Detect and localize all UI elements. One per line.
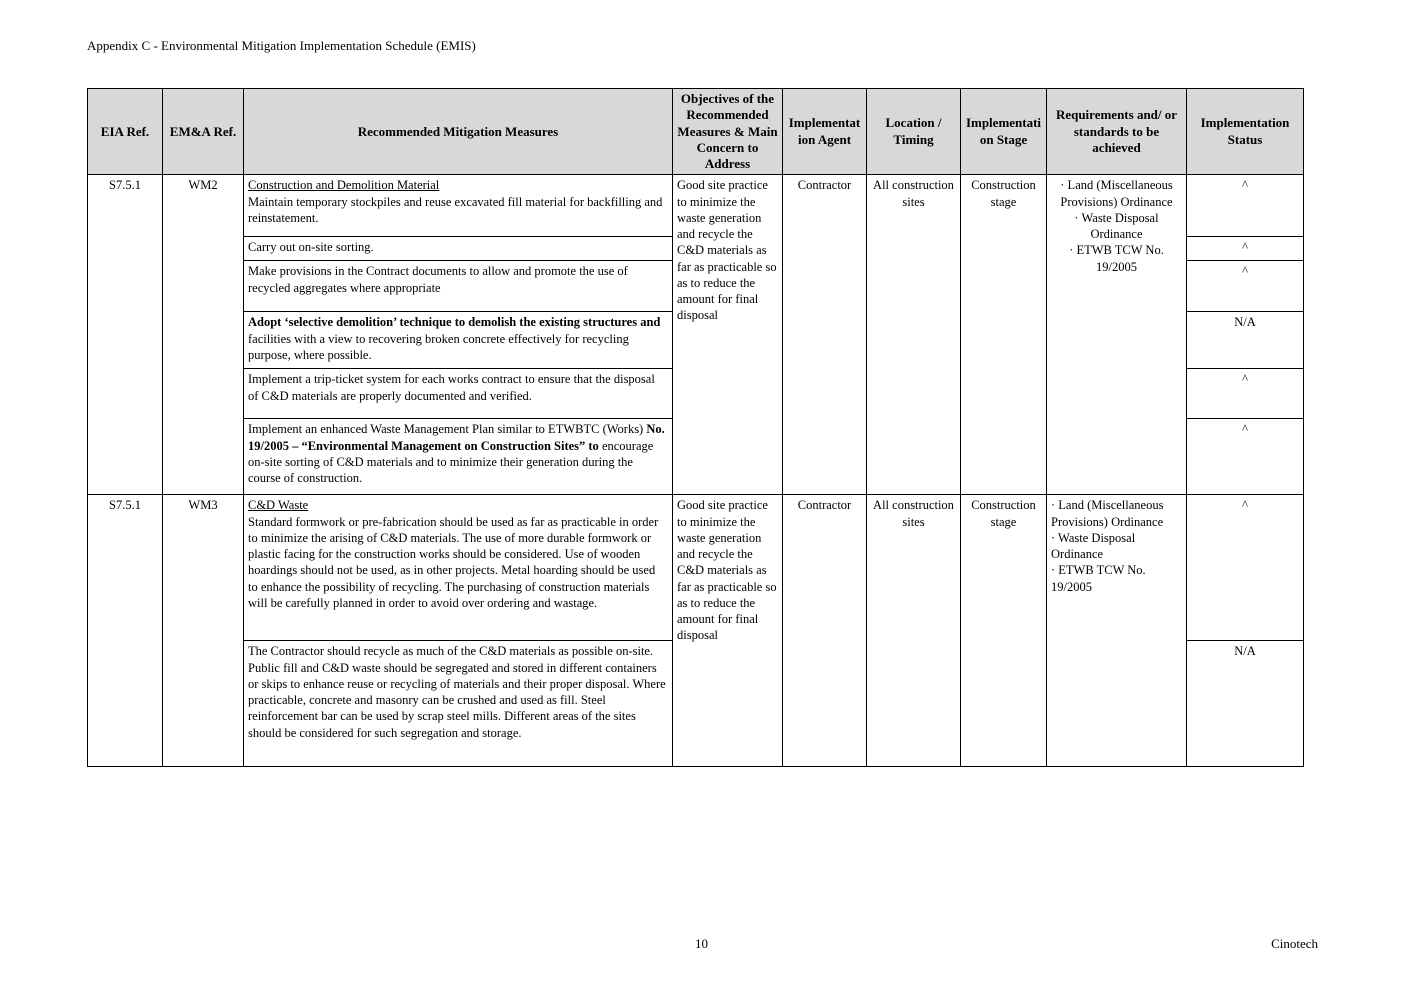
requirements-cell	[1047, 175, 1187, 495]
measure-text: Standard formwork or pre-fabrication should be used as far as practicable in order to minimize the arising of C&D materials. The use of more durable formwork or plastic facing for the construction works should be considered. Use of wooden hoardings should not be used, as in other projects. Metal hoarding should be used to enhance the possibility of recycling. The purchasing of construction materials will be carefully planned in order to avoid over ordering and wastage.	[248, 514, 659, 610]
objectives-cell: Good site practice to minimize the waste generation and recycle the C&D materials as far as practicable so as to reduce the amount for final disposal	[673, 495, 783, 767]
measure-text-bold: Adopt ‘selective demolition’ technique to demolish the existing structures and	[248, 315, 661, 330]
status-cell: ^	[1187, 495, 1304, 641]
measure-cell	[244, 369, 673, 419]
col-header-stage: Implementation Stage	[961, 89, 1047, 175]
col-header-status: Implementation Status	[1187, 89, 1304, 175]
footer-company: Cinotech	[1271, 936, 1318, 951]
ema-ref-cell: WM3	[163, 495, 244, 767]
measure-text: Make provisions in the Contract documents to allow and promote the use of recycled aggregates where appropriate	[248, 264, 628, 295]
status-cell: ^	[1187, 369, 1304, 419]
location-timing-cell: All construction sites	[867, 495, 961, 767]
col-header-measures: Recommended Mitigation Measures	[244, 89, 673, 175]
status-cell: ^	[1187, 419, 1304, 495]
agent-cell: Contractor	[783, 175, 867, 495]
stage-cell: Construction stage	[961, 175, 1047, 495]
requirement-item: · Land (Miscellaneous Provisions) Ordinance	[1060, 178, 1173, 209]
col-header-requirements: Requirements and/ or standards to be achieved	[1047, 89, 1187, 175]
document-title: Appendix C - Environmental Mitigation Implementation Schedule (EMIS)	[87, 38, 476, 53]
requirement-item: · Land (Miscellaneous Provisions) Ordinance	[1051, 498, 1164, 529]
requirement-item: · ETWB TCW No. 19/2005	[1069, 243, 1164, 274]
measure-cell	[244, 312, 673, 369]
eia-ref-cell: S7.5.1	[88, 495, 163, 767]
measure-cell	[244, 641, 673, 767]
measure-text: The Contractor should recycle as much of the C&D materials as possible on-site. Public fill and C&D waste should be segregated and stored in different containers or skips to enhance reuse or recycling of materials and their proper disposal. Where practicable, concrete and masonry can be crushed and used as fill. Steel reinforcement bar can be used by scrap steel mills. Different areas of the sites should be considered for such segregation and storage.	[248, 644, 666, 740]
objectives-cell: Good site practice to minimize the waste generation and recycle the C&D materials as far as practicable so as to reduce the amount for final disposal	[673, 175, 783, 495]
stage-cell: Construction stage	[961, 495, 1047, 767]
col-header-ema-ref: EM&A Ref.	[163, 89, 244, 175]
status-cell: ^	[1187, 175, 1304, 237]
status-cell: N/A	[1187, 641, 1304, 767]
requirement-item: · Waste Disposal Ordinance	[1074, 210, 1159, 241]
header-row	[88, 89, 1304, 175]
agent-cell: Contractor	[783, 495, 867, 767]
measure-text: Carry out on-site sorting.	[248, 240, 374, 255]
col-header-eia-ref: EIA Ref.	[88, 89, 163, 175]
measure-text: Implement a trip-ticket system for each works contract to ensure that the disposal of C&D materials are properly documented and verified.	[248, 372, 655, 403]
measure-cell	[244, 261, 673, 312]
requirements-cell	[1047, 495, 1187, 767]
measure-cell	[244, 237, 673, 261]
emis-table	[87, 88, 1304, 767]
measure-cell	[244, 175, 673, 237]
measure-text-bold: No. 19/2005 – “Environmental Management on Construction Sites” to	[248, 422, 665, 453]
measure-title: Construction and Demolition Material	[248, 178, 440, 193]
measure-text: encourage on-site sorting of C&D materials and to minimize their generation during the course of construction.	[248, 438, 654, 485]
measure-cell	[244, 495, 673, 641]
measure-cell	[244, 419, 673, 495]
status-cell: N/A	[1187, 312, 1304, 369]
status-cell: ^	[1187, 237, 1304, 261]
measure-text: Implement an enhanced Waste Management Plan similar to ETWBTC (Works)	[248, 422, 647, 437]
col-header-location-timing: Location / Timing	[867, 89, 961, 175]
col-header-agent: Implementation Agent	[783, 89, 867, 175]
requirement-item: · Waste Disposal Ordinance	[1051, 530, 1136, 561]
requirement-item: · ETWB TCW No. 19/2005	[1051, 563, 1146, 594]
page-number: 10	[695, 936, 708, 951]
table-row	[88, 175, 1304, 237]
table-row	[88, 495, 1304, 641]
ema-ref-cell: WM2	[163, 175, 244, 495]
measure-text: facilities with a view to recovering broken concrete effectively for recycling purpose, where possible.	[248, 331, 629, 362]
col-header-objectives: Objectives of the Recommended Measures & Main Concern to Address	[673, 89, 783, 175]
measure-title: C&D Waste	[248, 498, 309, 513]
measure-text: Maintain temporary stockpiles and reuse excavated fill material for backfilling and reinstatement.	[248, 194, 663, 225]
eia-ref-cell: S7.5.1	[88, 175, 163, 495]
status-cell: ^	[1187, 261, 1304, 312]
location-timing-cell: All construction sites	[867, 175, 961, 495]
